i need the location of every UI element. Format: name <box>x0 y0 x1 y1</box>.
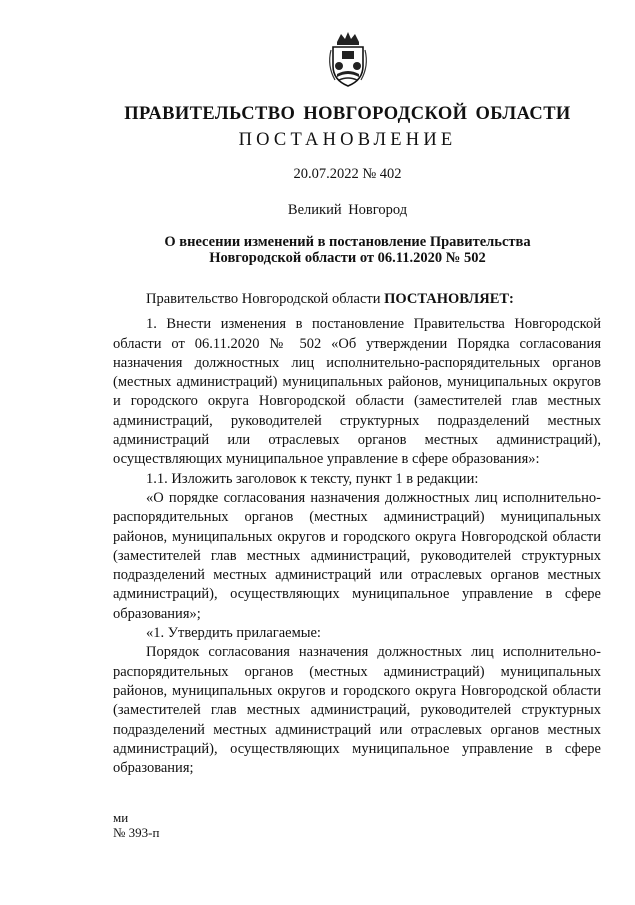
paragraph-approve: «1. Утвердить прилагаемые: <box>146 625 321 642</box>
footer <box>113 810 159 840</box>
document-body <box>113 290 601 778</box>
paragraph-procedure: Порядок согласования назначения должностных лиц исполнительно-распорядительных органов (местных администраций) муниципальных районов, муниципальных округов и городского округа Новгородской области (заместителей глав местных администраций, руководителей структурных подразделений местных администраций или отраслевых органов местных администраций), осуществляющих муниципальное управление в сфере образования; <box>113 644 601 777</box>
intro-decree-word: ПОСТАНОВЛЯЕТ: <box>384 291 514 307</box>
footer-ref-number: № 393-п <box>113 825 160 840</box>
coat-of-arms-icon <box>325 30 371 88</box>
document-type: ПОСТАНОВЛЕНИЕ <box>238 130 457 150</box>
intro-paragraph <box>113 290 601 309</box>
document-subject <box>0 234 635 266</box>
intro-text: Правительство Новгородской области <box>146 291 385 307</box>
organization-title: ПРАВИТЕЛЬСТВО НОВГОРОДСКОЙ ОБЛАСТИ <box>124 104 571 124</box>
date-and-number: 20.07.2022 № 402 <box>293 166 402 182</box>
subject-line-2: Новгородской области от 06.11.2020 № 502 <box>209 250 486 266</box>
subject-line-1: О внесении изменений в постановление Правительства <box>164 234 531 250</box>
paragraph-new-title: «О порядке согласования назначения должностных лиц исполнительно-распорядительных органов (местных администраций) муниципальных районов, муниципальных округов и городского округа Новгородской области (заместителей глав местных администраций, руководителей структурных подразделений местных администраций или отраслевых органов местных администраций), осуществляющих муниципальное управление в сфере образования»; <box>113 489 601 622</box>
city-name: Великий Новгород <box>287 202 408 218</box>
paragraph-1: 1. Внести изменения в постановление Правительства Новгородской области от 06.11.2020 № 502 «Об утверждении Порядка согласования назначения должностных лиц исполнительно-распорядительных органов (местных администраций) муниципальных районов, муниципальных округов и городского округа Новгородской области (заместителей глав местных администраций, руководителей структурных подразделений местных администраций или отраслевых органов местных администраций), осуществляющих муниципальное управление в сфере образования»: <box>113 316 601 468</box>
paragraph-1-1: 1.1. Изложить заголовок к тексту, пункт 1 в редакции: <box>146 470 479 487</box>
footer-initials: ми <box>113 810 129 825</box>
